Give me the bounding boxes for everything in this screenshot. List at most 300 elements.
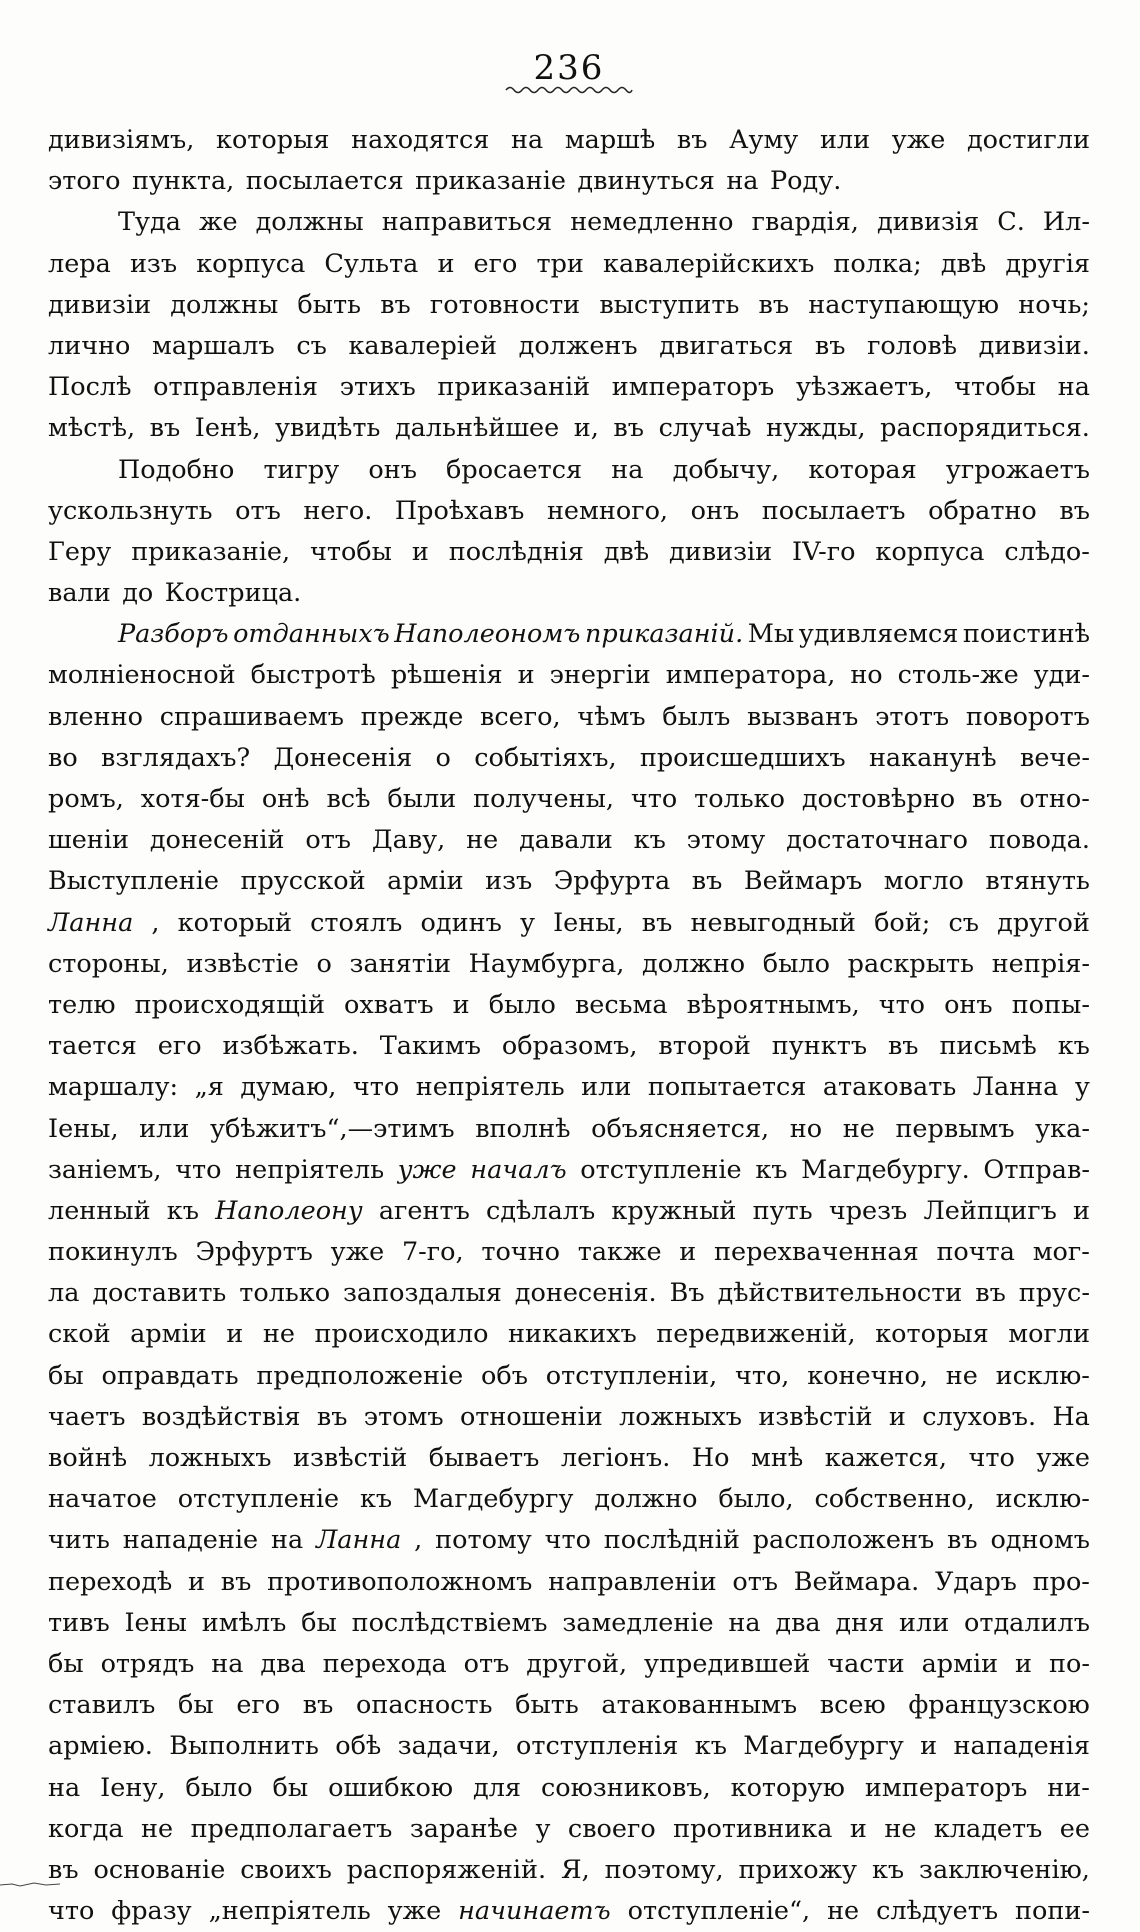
word: части [827, 1648, 905, 1679]
word: повода. [988, 825, 1090, 856]
word: втянуть [985, 866, 1090, 897]
word: должно [642, 948, 746, 979]
text-line [48, 1191, 1090, 1232]
word: на [510, 125, 544, 155]
text-line [48, 491, 1090, 532]
word: и [1015, 1648, 1033, 1679]
word: достовѣрно [801, 784, 956, 814]
word: тивъ [48, 1607, 110, 1638]
word: раскрыть [847, 948, 974, 979]
word: ставилъ [48, 1690, 156, 1721]
word: у [535, 1813, 551, 1844]
word: и [679, 1237, 697, 1268]
text-line [48, 1644, 1090, 1685]
word: замедленіе [562, 1607, 714, 1638]
word: чаетъ [48, 1401, 126, 1432]
word: въ [971, 784, 1003, 814]
word: для [473, 1772, 522, 1803]
word: давали [519, 825, 613, 856]
word: Магдебургу. [801, 1154, 970, 1185]
word: въ [220, 1566, 252, 1597]
word: въ [691, 866, 723, 897]
word: отно- [1019, 784, 1090, 814]
word: IV-го [792, 536, 856, 567]
word: Проѣхавъ [394, 495, 525, 526]
word: почта [936, 1237, 1015, 1268]
word: вѣроятнымъ, [686, 989, 860, 1020]
word: корпуса [196, 248, 306, 279]
word: Эрфурта [553, 866, 671, 897]
word: второй [658, 1031, 751, 1062]
text-line [48, 614, 1090, 655]
word: приказаніе [415, 166, 566, 197]
word: нужды, [766, 413, 866, 444]
word: что [968, 1443, 1015, 1473]
word: должны [170, 289, 279, 320]
word: кладетъ [933, 1813, 1043, 1844]
word: слѣдуетъ [876, 1896, 999, 1927]
word: покинулъ [48, 1237, 178, 1268]
word: было [762, 948, 830, 979]
word: молніеносной [48, 660, 236, 691]
word: увидѣть [274, 413, 381, 444]
word: онѣ [261, 784, 310, 814]
word: и [920, 1731, 938, 1762]
word: послѣдствіемъ [351, 1607, 548, 1638]
text-line [48, 1685, 1090, 1726]
word: арміи [130, 1319, 207, 1350]
text-line [48, 367, 1090, 408]
text-line [48, 944, 1090, 985]
word: мѣстѣ, [48, 413, 136, 444]
word: обѣ [335, 1731, 382, 1762]
word: дня [835, 1607, 885, 1638]
word: Въ [669, 1278, 705, 1309]
word: про- [1032, 1566, 1090, 1597]
word: передвиженій, [656, 1319, 856, 1350]
word: распоряженій. [346, 1854, 547, 1885]
word: могли [1008, 1319, 1090, 1350]
word: до [122, 578, 154, 609]
word: кажется, [824, 1443, 947, 1473]
word: два [775, 1607, 821, 1638]
word: находятся [351, 125, 490, 155]
text-line [48, 326, 1090, 367]
word: маршалъ [152, 330, 275, 361]
word: энергіи [549, 660, 651, 691]
word: этихъ [339, 372, 416, 403]
word: тается [48, 1031, 137, 1062]
text-line [48, 1438, 1090, 1479]
word: посылается [245, 166, 404, 197]
word: спрашиваемъ [159, 701, 344, 732]
word: оправдать [101, 1360, 239, 1391]
word: въ [1059, 495, 1090, 526]
word: С. [997, 207, 1025, 238]
word: но [789, 1113, 823, 1144]
word: дивизіи [48, 289, 152, 320]
word: пунктъ [771, 1031, 868, 1062]
word: вленно [48, 701, 143, 732]
word: предполагаетъ [190, 1813, 393, 1844]
word: послѣдній [603, 1525, 740, 1556]
text-line [48, 450, 1090, 491]
word: ошибкою [328, 1772, 454, 1803]
word: въ [613, 413, 645, 444]
word: поэтому, [604, 1854, 724, 1885]
word: изъ [485, 866, 533, 897]
word: у [519, 907, 535, 938]
word: сдѣлалъ [486, 1195, 596, 1226]
word: агентъ [378, 1195, 470, 1226]
word: что [544, 1525, 591, 1556]
word: кавалеріей [348, 330, 498, 361]
word: которую [730, 1772, 845, 1803]
word: атакованнымъ [601, 1690, 798, 1721]
text-line [48, 1562, 1090, 1603]
word: что, [734, 1360, 790, 1391]
word: немного, [546, 495, 669, 526]
word: всѣ [326, 784, 371, 814]
text-line [48, 738, 1090, 779]
italic-word: Наполеону [215, 1195, 363, 1226]
word: Магдебургу [743, 1731, 904, 1762]
word: три [536, 248, 584, 279]
text-line [48, 779, 1090, 820]
word: не [842, 1113, 875, 1144]
word: уже [387, 1896, 442, 1927]
page-number: 236 [533, 48, 605, 88]
text-line [48, 903, 1090, 944]
word: Такимъ [379, 1031, 481, 1062]
word: отъ [305, 825, 352, 856]
word: полка; [833, 248, 922, 279]
word: императоръ [611, 372, 775, 403]
word: на [211, 1648, 244, 1679]
word: наступающую [808, 289, 1000, 320]
word: Веймара. [793, 1566, 920, 1597]
word: дѣйствительности [717, 1278, 963, 1309]
word: Роду. [769, 166, 842, 197]
word: попи- [1014, 1896, 1090, 1927]
word: другой, [526, 1648, 628, 1679]
word: которыя [875, 1319, 989, 1350]
italic-word: отданныхъ [233, 619, 390, 650]
word: ука- [1035, 1113, 1090, 1144]
word: отрядъ [100, 1648, 195, 1679]
word: французскою [908, 1690, 1090, 1721]
word: и [1073, 1195, 1090, 1226]
word: удивляемся [798, 619, 959, 650]
word: убѣжитъ“,—этимъ [209, 1113, 455, 1144]
word: не [945, 1360, 978, 1391]
word: бы [48, 1360, 84, 1391]
word: стоялъ [310, 907, 403, 938]
word: занятіи [349, 948, 451, 979]
word: немедленно [570, 207, 734, 238]
word: отдалилъ [963, 1607, 1090, 1638]
word: предположеніе [256, 1360, 464, 1391]
word: достаточнаго [786, 825, 968, 856]
word: уди- [1033, 660, 1090, 691]
word: въ [641, 907, 673, 938]
word: къ [359, 1484, 393, 1515]
word: бы [272, 1772, 309, 1803]
word: Лейпцигъ [923, 1195, 1057, 1226]
word: объ [481, 1360, 528, 1391]
text-line [48, 1232, 1090, 1273]
word: одинъ [420, 907, 502, 938]
word: въ [149, 413, 181, 444]
word: арміи [921, 1648, 999, 1679]
word: долженъ [518, 330, 638, 361]
italic-word: уже [397, 1154, 457, 1185]
word: на [270, 1525, 304, 1556]
text-line [48, 1891, 1090, 1932]
word: отступленіе [580, 1154, 742, 1185]
word: на [728, 1607, 761, 1638]
word: корпуса [875, 536, 985, 567]
word: дивизія [876, 207, 980, 238]
word: распорядиться. [880, 413, 1090, 444]
word: выступить [599, 289, 740, 320]
word: онъ [944, 989, 993, 1020]
word: потому [435, 1525, 532, 1556]
word: чѣмъ [577, 701, 646, 732]
text-line [48, 1356, 1090, 1397]
word: Іены, [48, 1113, 119, 1144]
word: уѣзжаетъ, [795, 372, 933, 403]
word: готовности [429, 289, 581, 320]
word: союзниковъ, [540, 1772, 711, 1803]
word: и [849, 1813, 867, 1844]
word: донесеній [149, 825, 285, 856]
word: было [185, 1772, 253, 1803]
word: хотя-бы [140, 784, 245, 814]
word: и [888, 1401, 906, 1432]
text-line [48, 1109, 1090, 1150]
word: стороны, [48, 948, 169, 979]
text-line [48, 285, 1090, 326]
word: мог- [1032, 1237, 1090, 1268]
word: изъ [129, 248, 178, 279]
word: , [151, 907, 160, 938]
word: лично [48, 330, 131, 361]
word: къ [166, 1195, 199, 1226]
word: Іены [124, 1607, 187, 1638]
word: непріятель [415, 1072, 565, 1103]
word: получены, [473, 784, 614, 814]
word: этомъ [363, 1401, 444, 1432]
word: бой; [874, 907, 931, 938]
word: одномъ [990, 1525, 1090, 1556]
word: противника [673, 1813, 833, 1844]
word: его [473, 248, 518, 279]
word: онъ [690, 495, 740, 526]
word: нападеніе [122, 1525, 259, 1556]
text-line [48, 1768, 1090, 1809]
word: ускользнуть [48, 495, 213, 526]
word: Даву, [371, 825, 446, 856]
word: Іену, [100, 1772, 166, 1803]
text-line [48, 1273, 1090, 1314]
word: нападенія [953, 1731, 1090, 1762]
word: перехода [322, 1648, 447, 1679]
word: былъ [662, 701, 731, 732]
word: но [850, 660, 883, 691]
word: который [177, 907, 293, 938]
word: отъ [732, 1566, 779, 1597]
word: весьма [574, 989, 668, 1020]
word: въ [48, 1854, 79, 1885]
word: добычу, [672, 454, 780, 485]
word: маршалу: [48, 1072, 179, 1103]
word: Эрфуртъ [195, 1237, 313, 1268]
word: Подобно [118, 454, 235, 485]
word: объясняется, [591, 1113, 770, 1144]
text-line [48, 1726, 1090, 1767]
italic-word: Наполеономъ [394, 619, 581, 650]
word: телю [48, 989, 116, 1020]
word: 7-го, [401, 1237, 464, 1268]
word: о [316, 948, 332, 979]
word: событіяхъ, [474, 742, 617, 773]
word: непріятель [235, 1154, 385, 1185]
word: которая [808, 454, 917, 485]
word: шеніи [48, 825, 129, 856]
word: угрожаетъ [945, 454, 1090, 485]
word: не [141, 1813, 174, 1844]
word: лера [48, 248, 111, 279]
word: не [884, 1813, 917, 1844]
word: невыгодный [690, 907, 856, 938]
word: только [239, 1278, 331, 1309]
word: происшедшихъ [639, 742, 846, 773]
text-line [48, 244, 1090, 285]
word: вече- [1019, 742, 1090, 773]
word: Магдебургу [413, 1484, 574, 1515]
word: доставить [92, 1278, 227, 1309]
word: двѣ [603, 536, 650, 567]
text-line [48, 985, 1090, 1026]
word: вполнѣ [475, 1113, 571, 1144]
word: въ [887, 1031, 919, 1062]
word: запоздалыя [343, 1278, 502, 1309]
word: заключенію, [919, 1854, 1090, 1885]
word: отступленіе“, [627, 1896, 811, 1927]
word: чтобы [954, 372, 1037, 403]
word: слѣдо- [1004, 536, 1090, 567]
word: отъ [235, 495, 281, 526]
word: было [488, 989, 556, 1020]
word: императора, [665, 660, 836, 691]
word: „непріятель [208, 1896, 371, 1927]
word: избѣжать. [222, 1031, 359, 1062]
word: и [437, 248, 455, 279]
text-line [48, 655, 1090, 696]
word: фразу [111, 1896, 192, 1927]
text-line [48, 202, 1090, 243]
word: случаѣ [658, 413, 752, 444]
word: противоположномъ [267, 1566, 533, 1597]
text-line [48, 1026, 1090, 1067]
word: бываетъ [428, 1443, 540, 1473]
word: онъ [368, 454, 417, 485]
word: наканунѣ [868, 742, 997, 773]
text-line [48, 532, 1090, 573]
word: имѣлъ [201, 1607, 287, 1638]
word: что [48, 1896, 95, 1927]
word: ла [48, 1278, 80, 1309]
word: маршѣ [564, 125, 656, 155]
word: бы [301, 1607, 337, 1638]
word: по- [1048, 1648, 1090, 1679]
word: исклю- [995, 1484, 1090, 1515]
word: что [175, 1154, 222, 1185]
word: непрія- [991, 948, 1090, 979]
word: Веймаръ [743, 866, 863, 897]
word: къ [871, 1854, 905, 1885]
word: было, [718, 1484, 794, 1515]
word: въ [814, 330, 846, 361]
word: вали [48, 578, 111, 609]
word: къ [755, 1154, 788, 1185]
word: отступленіе [177, 1484, 340, 1515]
word: въ [316, 1401, 348, 1432]
italic-word: начинаетъ [458, 1896, 611, 1927]
word: уже [1036, 1443, 1090, 1473]
word: съ [948, 907, 979, 938]
word: ской [48, 1319, 111, 1350]
word: донесенія. [514, 1278, 657, 1309]
word: происходящій [134, 989, 325, 1020]
word: думаю, [240, 1072, 337, 1103]
word: направиться [381, 207, 553, 238]
word: , [414, 1525, 423, 1556]
word: достигли [966, 125, 1090, 155]
word: Іены, [553, 907, 624, 938]
word: только [694, 784, 785, 814]
word: должны [255, 207, 364, 238]
word: никакихъ [508, 1319, 637, 1350]
text-line [48, 1150, 1090, 1191]
word: чрезъ [828, 1195, 908, 1226]
word: Отправ- [983, 1154, 1090, 1185]
word: не [262, 1319, 295, 1350]
word: прежде [360, 701, 464, 732]
word: мнѣ [750, 1443, 804, 1473]
word: рѣшенія [390, 660, 503, 691]
word: въ [758, 289, 790, 320]
word: путь [752, 1195, 813, 1226]
word: и [188, 1566, 206, 1597]
word: попытается [647, 1072, 807, 1103]
word: и [226, 1319, 244, 1350]
word: пункта, [131, 166, 235, 197]
word: всею [819, 1690, 886, 1721]
word: приказаній [437, 372, 591, 403]
word: всего, [480, 701, 561, 732]
word: не [466, 825, 499, 856]
text-line [48, 573, 1090, 614]
word: или [819, 125, 871, 155]
word: на [48, 1772, 81, 1803]
word: Ил- [1042, 207, 1090, 238]
word: же [198, 207, 238, 238]
word: войнѣ [48, 1443, 128, 1473]
word: бы [48, 1648, 84, 1679]
text-line [48, 1809, 1090, 1850]
